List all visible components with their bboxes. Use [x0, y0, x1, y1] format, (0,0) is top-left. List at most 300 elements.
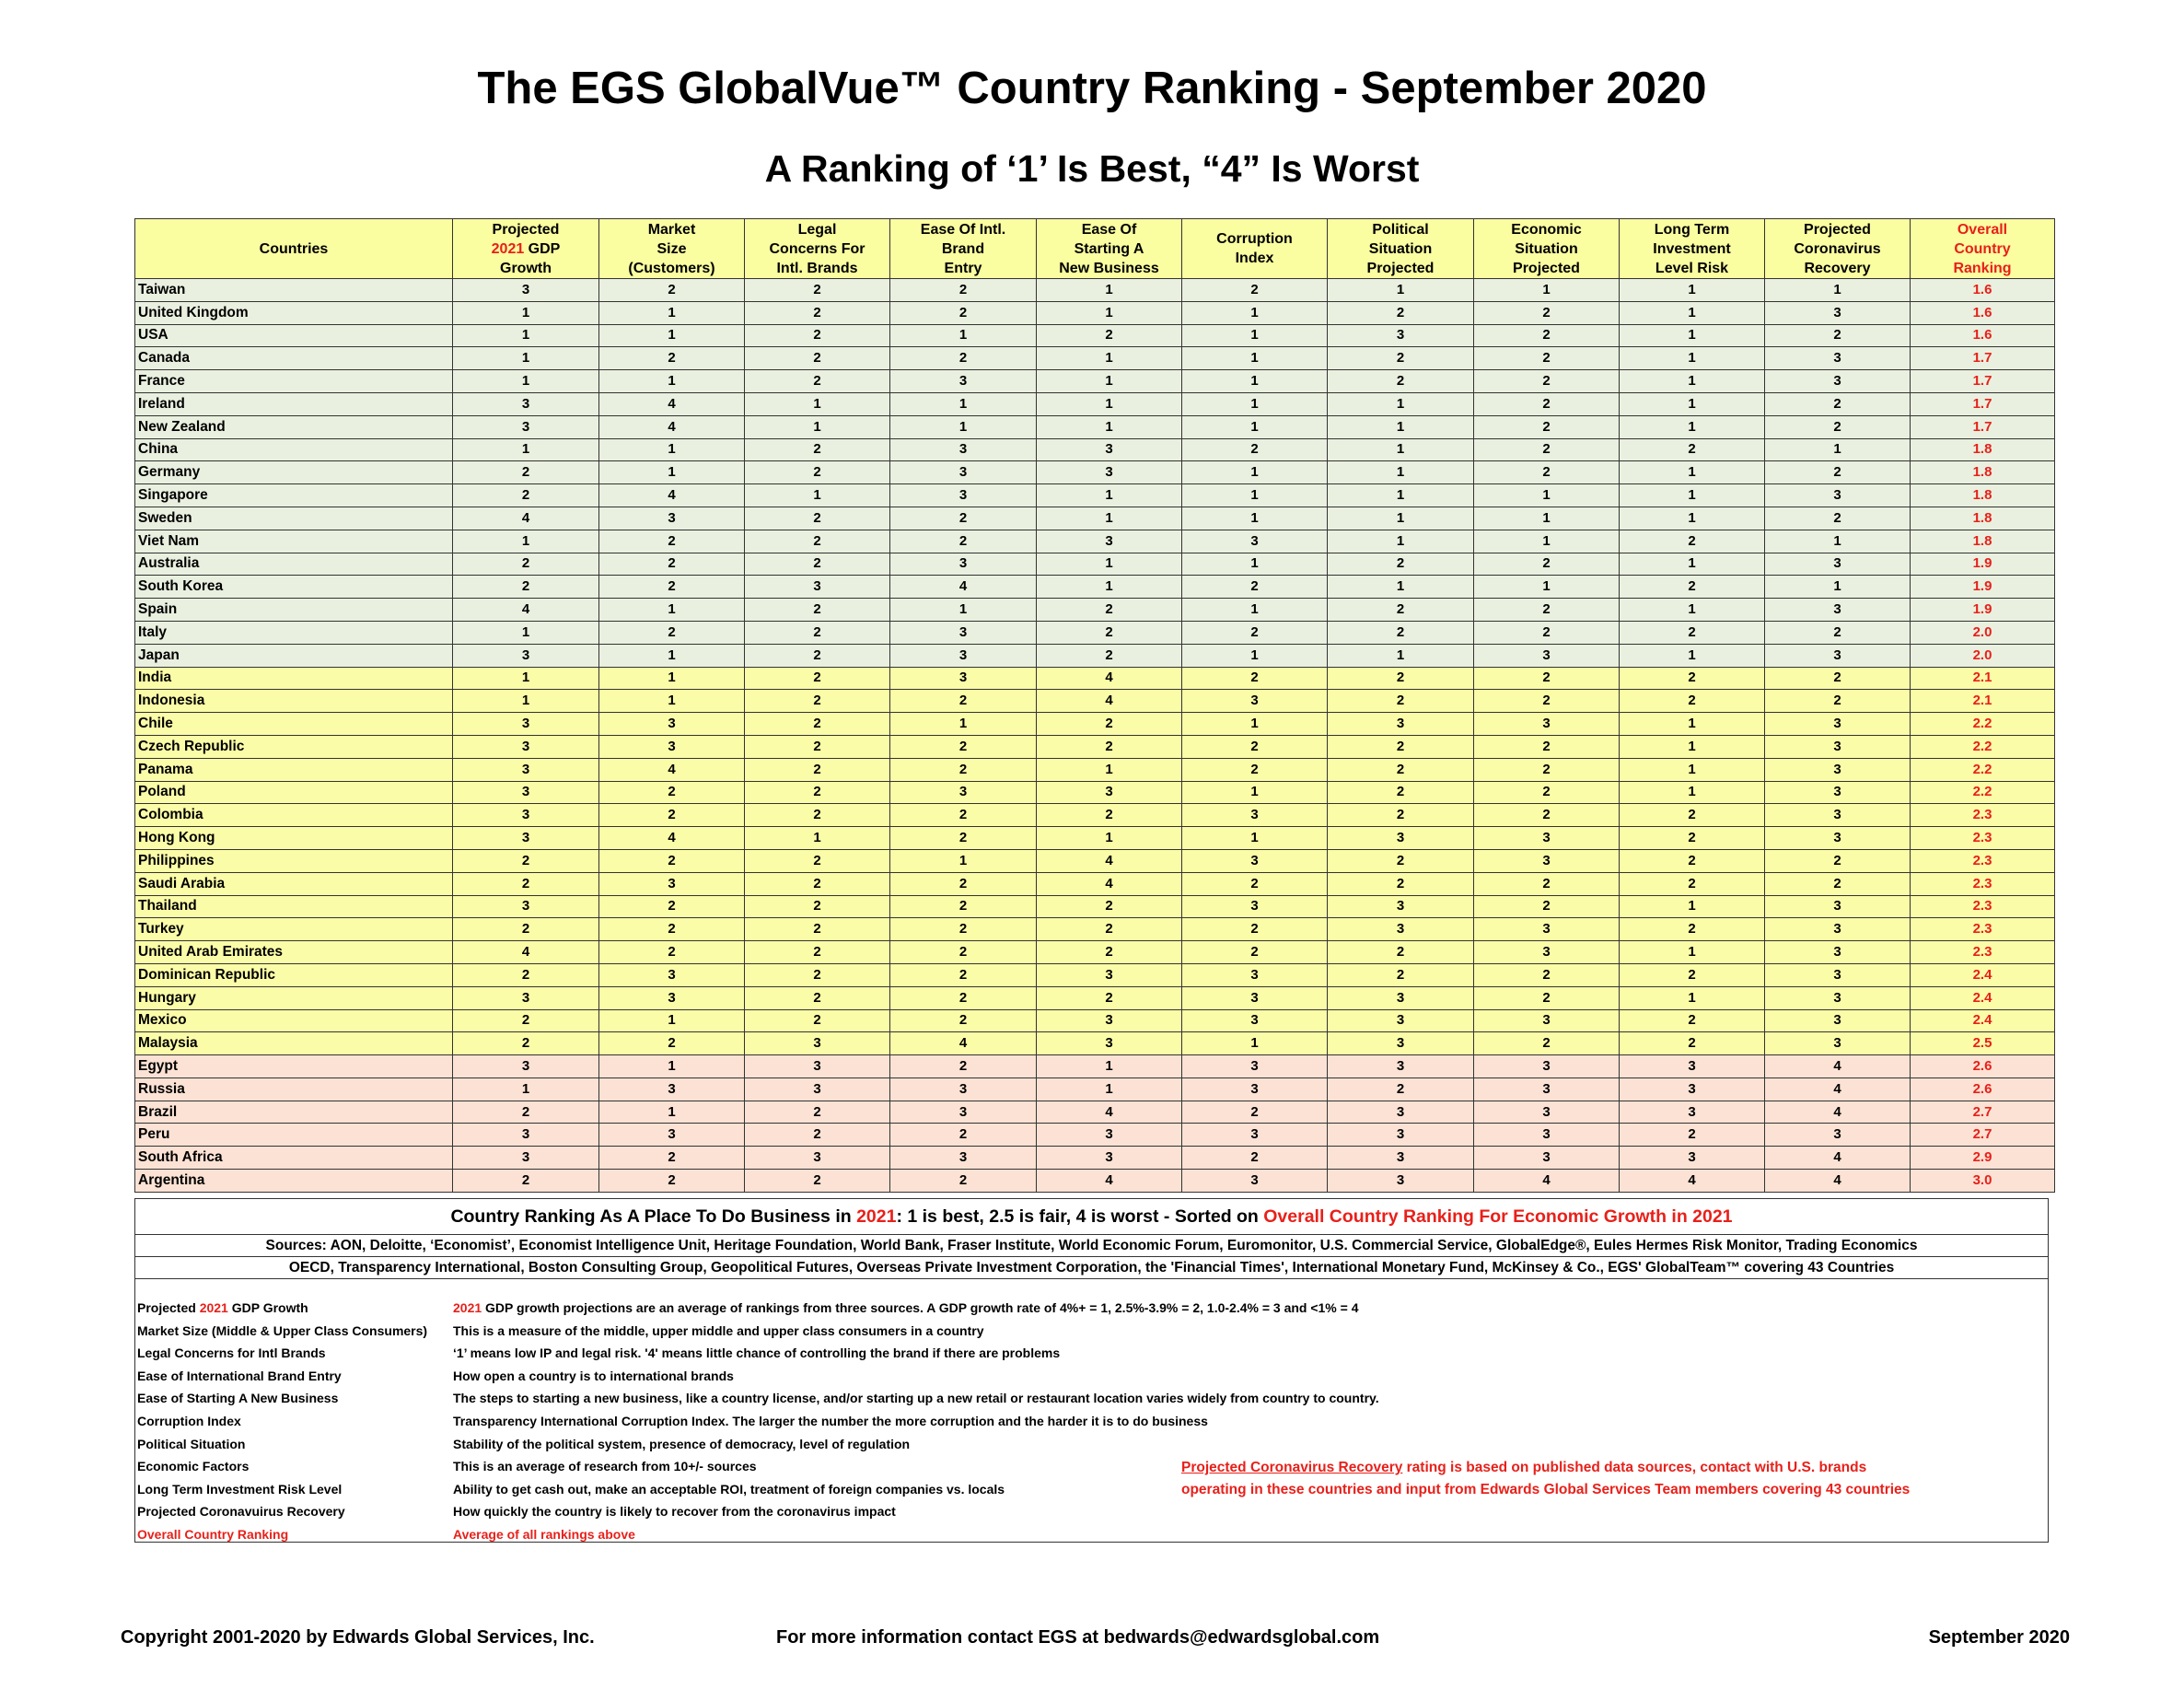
score-cell: 1: [1182, 644, 1328, 667]
overall-ranking-cell: 2.2: [1911, 735, 2055, 758]
overall-ranking-cell: 2.2: [1911, 758, 2055, 781]
table-row: [135, 461, 2055, 484]
score-cell: 2: [1765, 621, 1911, 644]
score-cell: 1: [1765, 530, 1911, 553]
definition-row: [137, 1500, 1426, 1523]
country-cell: Colombia: [135, 804, 453, 827]
score-cell: 3: [1474, 644, 1620, 667]
score-cell: 2: [599, 895, 745, 918]
footer-date: September 2020: [1928, 1627, 2070, 1648]
score-cell: 3: [1474, 713, 1620, 736]
score-cell: 3: [1037, 530, 1182, 553]
score-cell: 4: [1037, 1170, 1182, 1193]
score-cell: 2: [1474, 415, 1620, 438]
definition-term: Legal Concerns for Intl Brands: [137, 1345, 326, 1361]
score-cell: 2: [890, 963, 1037, 986]
score-cell: 2: [1328, 1077, 1474, 1101]
score-cell: 2: [453, 553, 599, 576]
country-cell: Spain: [135, 599, 453, 622]
overall-ranking-cell: 1.9: [1911, 599, 2055, 622]
definition-desc: Average of all rankings above: [453, 1526, 635, 1542]
score-cell: 3: [745, 1077, 890, 1101]
col-header-new-business: Ease Of Starting A New Business: [1037, 219, 1182, 279]
score-cell: 1: [1765, 576, 1911, 599]
score-cell: 1: [745, 415, 890, 438]
score-cell: 1: [1328, 507, 1474, 530]
table-row: [135, 1170, 2055, 1193]
table-row: [135, 438, 2055, 461]
table-header-row: [135, 219, 2055, 279]
country-cell: Dominican Republic: [135, 963, 453, 986]
score-cell: 2: [745, 758, 890, 781]
country-cell: Philippines: [135, 849, 453, 872]
table-row: [135, 1009, 2055, 1032]
score-cell: 1: [745, 484, 890, 507]
score-cell: 1: [1037, 1077, 1182, 1101]
score-cell: 3: [1328, 986, 1474, 1009]
score-cell: 2: [745, 1009, 890, 1032]
col-header-market: Market Size (Customers): [599, 219, 745, 279]
table-row: [135, 1101, 2055, 1124]
score-cell: 2: [1765, 690, 1911, 713]
definition-desc: Ability to get cash out, make an acceptable ROI, treatment of foreign companies vs. locals: [453, 1481, 1005, 1497]
score-cell: 3: [1765, 895, 1911, 918]
col-header-legal: Legal Concerns For Intl. Brands: [745, 219, 890, 279]
score-cell: 2: [1765, 392, 1911, 415]
score-cell: 2: [599, 918, 745, 941]
score-cell: 2: [1182, 918, 1328, 941]
score-cell: 1: [890, 713, 1037, 736]
score-cell: 1: [599, 690, 745, 713]
overall-ranking-cell: 2.6: [1911, 1055, 2055, 1078]
table-row: [135, 415, 2055, 438]
score-cell: 2: [1182, 279, 1328, 302]
score-cell: 2: [453, 918, 599, 941]
score-cell: 4: [599, 392, 745, 415]
sources-line-1: Sources: AON, Deloitte, ‘Economist’, Economist Intelligence Unit, Heritage Foundation, World Bank, Fraser Institute, World Economic Forum, Euromonitor, U.S. Commercial Service, GlobalEdge®, Eules Hermes Risk Monitor, Trading Economics: [135, 1235, 2048, 1257]
score-cell: 1: [1620, 279, 1765, 302]
score-cell: 1: [1037, 415, 1182, 438]
definition-desc: This is a measure of the middle, upper middle and upper class consumers in a country: [453, 1322, 984, 1338]
score-cell: 2: [1765, 415, 1911, 438]
score-cell: 1: [1474, 576, 1620, 599]
score-cell: 2: [890, 347, 1037, 370]
score-cell: 2: [1328, 347, 1474, 370]
score-cell: 1: [1620, 415, 1765, 438]
table-row: [135, 781, 2055, 804]
score-cell: 3: [453, 827, 599, 850]
score-cell: 2: [599, 621, 745, 644]
score-cell: 2: [890, 941, 1037, 964]
score-cell: 1: [453, 1077, 599, 1101]
table-row: [135, 1032, 2055, 1055]
score-cell: 3: [1328, 827, 1474, 850]
table-row: [135, 621, 2055, 644]
footer-copyright: Copyright 2001-2020 by Edwards Global Services, Inc.: [121, 1627, 595, 1648]
score-cell: 2: [1182, 438, 1328, 461]
table-row: [135, 530, 2055, 553]
score-cell: 2: [745, 438, 890, 461]
score-cell: 1: [890, 324, 1037, 347]
score-cell: 1: [1328, 392, 1474, 415]
country-cell: United Kingdom: [135, 301, 453, 324]
score-cell: 2: [1474, 324, 1620, 347]
score-cell: 3: [453, 644, 599, 667]
score-cell: 4: [1037, 1101, 1182, 1124]
score-cell: 2: [745, 621, 890, 644]
score-cell: 3: [1620, 1101, 1765, 1124]
score-cell: 3: [1182, 690, 1328, 713]
score-cell: 2: [599, 849, 745, 872]
definition-term: Ease of Starting A New Business: [137, 1391, 339, 1406]
overall-ranking-cell: 2.9: [1911, 1147, 2055, 1170]
score-cell: 1: [1474, 484, 1620, 507]
footer-contact: For more information contact EGS at bedwards@edwardsglobal.com: [776, 1627, 1380, 1648]
score-cell: 1: [1182, 347, 1328, 370]
score-cell: 3: [453, 392, 599, 415]
score-cell: 1: [599, 301, 745, 324]
score-cell: 2: [1328, 621, 1474, 644]
score-cell: 2: [1620, 963, 1765, 986]
score-cell: 2: [1620, 621, 1765, 644]
score-cell: 2: [745, 941, 890, 964]
country-cell: Turkey: [135, 918, 453, 941]
overall-ranking-cell: 2.2: [1911, 713, 2055, 736]
score-cell: 2: [1037, 599, 1182, 622]
score-cell: 3: [745, 1055, 890, 1078]
score-cell: 2: [1328, 804, 1474, 827]
score-cell: 3: [1474, 1055, 1620, 1078]
country-cell: Peru: [135, 1124, 453, 1147]
score-cell: 2: [745, 301, 890, 324]
score-cell: 2: [890, 735, 1037, 758]
score-cell: 3: [1182, 1009, 1328, 1032]
score-cell: 2: [745, 1101, 890, 1124]
score-cell: 2: [1037, 735, 1182, 758]
country-cell: Viet Nam: [135, 530, 453, 553]
score-cell: 2: [890, 690, 1037, 713]
score-cell: 3: [453, 415, 599, 438]
table-row: [135, 279, 2055, 302]
overall-ranking-cell: 1.6: [1911, 301, 2055, 324]
score-cell: 3: [1765, 827, 1911, 850]
page-subtitle: A Ranking of ‘1’ Is Best, “4” Is Worst: [764, 147, 1420, 190]
score-cell: 1: [1620, 735, 1765, 758]
score-cell: 1: [1620, 553, 1765, 576]
score-cell: 3: [453, 1147, 599, 1170]
score-cell: 3: [890, 1077, 1037, 1101]
score-cell: 3: [1765, 347, 1911, 370]
definition-row: [137, 1320, 1426, 1343]
score-cell: 2: [1620, 804, 1765, 827]
score-cell: 1: [1474, 507, 1620, 530]
score-cell: 4: [1037, 849, 1182, 872]
score-cell: 3: [599, 963, 745, 986]
score-cell: 2: [599, 279, 745, 302]
table-row: [135, 507, 2055, 530]
score-cell: 2: [1620, 872, 1765, 895]
score-cell: 2: [745, 986, 890, 1009]
score-cell: 1: [1182, 507, 1328, 530]
country-cell: Canada: [135, 347, 453, 370]
score-cell: 3: [890, 370, 1037, 393]
country-cell: Egypt: [135, 1055, 453, 1078]
overall-ranking-cell: 2.1: [1911, 690, 2055, 713]
score-cell: 4: [599, 415, 745, 438]
score-cell: 1: [1037, 484, 1182, 507]
table-row: [135, 370, 2055, 393]
score-cell: 3: [1182, 963, 1328, 986]
score-cell: 2: [1765, 667, 1911, 690]
score-cell: 1: [890, 392, 1037, 415]
score-cell: 1: [599, 370, 745, 393]
score-cell: 2: [1474, 690, 1620, 713]
overall-ranking-cell: 2.3: [1911, 941, 2055, 964]
table-row: [135, 690, 2055, 713]
score-cell: 2: [890, 301, 1037, 324]
country-cell: France: [135, 370, 453, 393]
score-cell: 2: [745, 347, 890, 370]
score-cell: 1: [1037, 347, 1182, 370]
score-cell: 1: [1474, 279, 1620, 302]
score-cell: 2: [745, 530, 890, 553]
score-cell: 2: [599, 347, 745, 370]
score-cell: 1: [453, 621, 599, 644]
score-cell: 1: [890, 599, 1037, 622]
country-cell: Singapore: [135, 484, 453, 507]
score-cell: 2: [890, 279, 1037, 302]
score-cell: 2: [1474, 301, 1620, 324]
score-cell: 2: [599, 1032, 745, 1055]
score-cell: 3: [1474, 1077, 1620, 1101]
score-cell: 2: [1474, 461, 1620, 484]
col-header-corona: Projected Coronavirus Recovery: [1765, 219, 1911, 279]
score-cell: 2: [890, 758, 1037, 781]
score-cell: 2: [453, 849, 599, 872]
score-cell: 1: [745, 827, 890, 850]
score-cell: 2: [1765, 507, 1911, 530]
score-cell: 2: [453, 461, 599, 484]
score-cell: 1: [1037, 370, 1182, 393]
score-cell: 3: [1474, 1124, 1620, 1147]
score-cell: 3: [890, 644, 1037, 667]
table-row: [135, 484, 2055, 507]
score-cell: 2: [1328, 872, 1474, 895]
score-cell: 1: [1328, 415, 1474, 438]
table-row: [135, 827, 2055, 850]
score-cell: 3: [1182, 986, 1328, 1009]
table-row: [135, 758, 2055, 781]
definition-desc: This is an average of research from 10+/- sources: [453, 1459, 757, 1474]
ranking-table-body: [135, 279, 2055, 1193]
score-cell: 2: [453, 1170, 599, 1193]
score-cell: 1: [1328, 530, 1474, 553]
score-cell: 2: [1620, 1032, 1765, 1055]
overall-ranking-cell: 1.7: [1911, 392, 2055, 415]
score-cell: 3: [1328, 324, 1474, 347]
score-cell: 3: [1765, 941, 1911, 964]
score-cell: 1: [453, 324, 599, 347]
score-cell: 2: [745, 1124, 890, 1147]
score-cell: 3: [1474, 941, 1620, 964]
overall-ranking-cell: 1.9: [1911, 553, 2055, 576]
score-cell: 3: [1765, 370, 1911, 393]
score-cell: 2: [745, 713, 890, 736]
score-cell: 1: [599, 599, 745, 622]
score-cell: 2: [745, 644, 890, 667]
definition-term: Political Situation: [137, 1436, 246, 1451]
score-cell: 1: [1037, 758, 1182, 781]
score-cell: 3: [1474, 849, 1620, 872]
score-cell: 3: [890, 461, 1037, 484]
definition-term: Overall Country Ranking: [137, 1526, 289, 1542]
table-row: [135, 1077, 2055, 1101]
table-row: [135, 392, 2055, 415]
score-cell: 1: [1328, 461, 1474, 484]
score-cell: 2: [1474, 895, 1620, 918]
definition-term: Economic Factors: [137, 1459, 250, 1474]
table-row: [135, 895, 2055, 918]
score-cell: 4: [453, 507, 599, 530]
score-cell: 2: [599, 553, 745, 576]
table-row: [135, 941, 2055, 964]
score-cell: 3: [890, 1101, 1037, 1124]
score-cell: 1: [1620, 324, 1765, 347]
score-cell: 2: [1182, 1147, 1328, 1170]
country-cell: Saudi Arabia: [135, 872, 453, 895]
score-cell: 2: [1182, 941, 1328, 964]
score-cell: 2: [1037, 918, 1182, 941]
score-cell: 1: [1037, 1055, 1182, 1078]
overall-ranking-cell: 1.8: [1911, 507, 2055, 530]
definition-desc: How quickly the country is likely to recover from the coronavirus impact: [453, 1504, 896, 1520]
table-row: [135, 324, 2055, 347]
table-row: [135, 986, 2055, 1009]
country-cell: Czech Republic: [135, 735, 453, 758]
score-cell: 2: [1474, 986, 1620, 1009]
score-cell: 3: [599, 735, 745, 758]
table-row: [135, 576, 2055, 599]
score-cell: 3: [453, 735, 599, 758]
score-cell: 1: [1620, 347, 1765, 370]
col-header-corruption: Corruption Index: [1182, 219, 1328, 279]
score-cell: 1: [1620, 758, 1765, 781]
score-cell: 2: [1182, 1101, 1328, 1124]
overall-ranking-cell: 2.3: [1911, 872, 2055, 895]
score-cell: 2: [1620, 849, 1765, 872]
score-cell: 4: [1765, 1170, 1911, 1193]
table-row: [135, 713, 2055, 736]
score-cell: 2: [1328, 963, 1474, 986]
score-cell: 1: [453, 347, 599, 370]
score-cell: 2: [1474, 804, 1620, 827]
overall-ranking-cell: 1.7: [1911, 347, 2055, 370]
table-row: [135, 644, 2055, 667]
definition-row: [137, 1387, 1426, 1410]
score-cell: 1: [599, 324, 745, 347]
score-cell: 3: [1037, 1147, 1182, 1170]
score-cell: 1: [1765, 279, 1911, 302]
score-cell: 2: [1182, 576, 1328, 599]
score-cell: 3: [453, 895, 599, 918]
table-row: [135, 599, 2055, 622]
score-cell: 2: [453, 576, 599, 599]
score-cell: 2: [1328, 370, 1474, 393]
score-cell: 3: [1328, 1055, 1474, 1078]
score-cell: 2: [1474, 392, 1620, 415]
score-cell: 3: [1182, 849, 1328, 872]
score-cell: 4: [890, 576, 1037, 599]
score-cell: 2: [1620, 690, 1765, 713]
score-cell: 2: [1182, 872, 1328, 895]
score-cell: 2: [1182, 758, 1328, 781]
score-cell: 2: [745, 1170, 890, 1193]
score-cell: 2: [745, 918, 890, 941]
score-cell: 1: [599, 1101, 745, 1124]
score-cell: 3: [1765, 758, 1911, 781]
score-cell: 3: [1037, 461, 1182, 484]
score-cell: 2: [1328, 553, 1474, 576]
score-cell: 2: [1765, 872, 1911, 895]
overall-ranking-cell: 2.3: [1911, 827, 2055, 850]
definition-row: [137, 1410, 1426, 1433]
score-cell: 3: [1328, 1032, 1474, 1055]
score-cell: 3: [1765, 781, 1911, 804]
score-cell: 3: [1328, 918, 1474, 941]
score-cell: 1: [1037, 507, 1182, 530]
score-cell: 2: [1474, 621, 1620, 644]
overall-ranking-cell: 1.8: [1911, 484, 2055, 507]
score-cell: 2: [745, 690, 890, 713]
score-cell: 1: [1620, 895, 1765, 918]
score-cell: 3: [1474, 918, 1620, 941]
score-cell: 4: [453, 599, 599, 622]
score-cell: 2: [453, 1101, 599, 1124]
score-cell: 3: [745, 1032, 890, 1055]
score-cell: 1: [1182, 781, 1328, 804]
score-cell: 2: [1474, 1032, 1620, 1055]
score-cell: 3: [599, 1077, 745, 1101]
score-cell: 1: [1182, 827, 1328, 850]
score-cell: 3: [745, 1147, 890, 1170]
score-cell: 3: [1474, 1147, 1620, 1170]
score-cell: 1: [1182, 370, 1328, 393]
score-cell: 3: [1620, 1055, 1765, 1078]
score-cell: 2: [1620, 530, 1765, 553]
overall-ranking-cell: 2.4: [1911, 986, 2055, 1009]
overall-ranking-cell: 1.6: [1911, 324, 2055, 347]
score-cell: 1: [1182, 713, 1328, 736]
score-cell: 2: [453, 484, 599, 507]
score-cell: 1: [1620, 599, 1765, 622]
table-row: [135, 849, 2055, 872]
definition-desc: The steps to starting a new business, like a country license, and/or starting up a new retail or restaurant location varies widely from country to country.: [453, 1391, 1379, 1406]
score-cell: 2: [890, 986, 1037, 1009]
score-cell: 3: [890, 1147, 1037, 1170]
score-cell: 2: [1182, 735, 1328, 758]
score-cell: 2: [745, 599, 890, 622]
country-cell: Taiwan: [135, 279, 453, 302]
score-cell: 3: [599, 986, 745, 1009]
score-cell: 2: [890, 895, 1037, 918]
score-cell: 1: [1037, 576, 1182, 599]
score-cell: 2: [453, 872, 599, 895]
score-cell: 1: [1037, 553, 1182, 576]
country-cell: Mexico: [135, 1009, 453, 1032]
score-cell: 1: [1620, 644, 1765, 667]
score-cell: 1: [599, 667, 745, 690]
score-cell: 1: [1328, 484, 1474, 507]
